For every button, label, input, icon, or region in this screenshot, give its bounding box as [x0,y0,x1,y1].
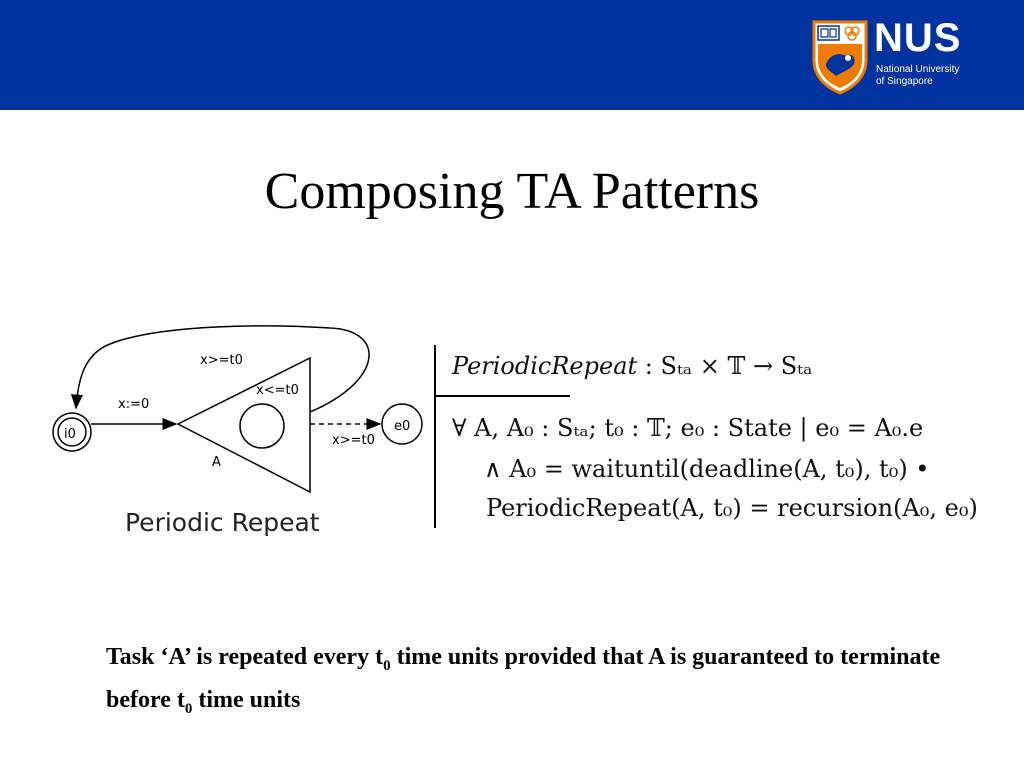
formula-divider-horizontal [436,395,570,397]
header-bar [0,0,1024,110]
logo-subtitle-line1: National University [876,64,960,75]
formula-signature-name: PeriodicRepeat [452,352,638,380]
periodic-repeat-diagram [40,320,440,510]
slide-caption [106,640,966,726]
nus-shield-icon [812,20,868,95]
formula-signature-type: : Sₜₐ × 𝕋 → Sₜₐ [637,352,813,380]
logo-subtitle-line2: of Singapore [876,76,933,87]
exit-edge-label: x>=t0 [332,433,375,448]
formula-line-2: ∧ A₀ = waituntil(deadline(A, t₀), t₀) • [484,455,930,483]
inner-location [240,404,284,448]
formula-line-3: PeriodicRepeat(A, t₀) = recursion(A₀, e₀) [486,494,978,522]
caption-subscript-2: 0 [184,700,193,717]
caption-part-2: time units provided that A is guaranteed to terminate before t [106,644,941,713]
logo-wordmark: NUS [874,16,962,60]
logo-subtitle [876,64,986,88]
inner-guard-label: x<=t0 [256,383,299,398]
formula-signature [452,352,812,380]
init-edge-label: x:=0 [118,397,150,412]
caption-subscript-1: 0 [383,657,391,674]
caption-part-1: Task ‘A’ is repeated every t [106,644,384,670]
formula-divider-vertical [434,345,436,528]
slide-title: Composing TA Patterns [264,163,760,220]
nus-logo[interactable] [812,16,982,95]
start-state-label: i0 [64,427,76,442]
end-state-label: e0 [394,419,411,434]
task-label: A [212,455,221,470]
caption-part-3: time units [192,686,301,713]
loop-edge-label: x>=t0 [200,353,243,368]
task-triangle [178,358,310,492]
diagram-caption: Periodic Repeat [125,508,320,537]
formula-line-1: ∀ A, A₀ : Sₜₐ; t₀ : 𝕋; e₀ : State | e₀ = A₀.e [452,414,924,442]
